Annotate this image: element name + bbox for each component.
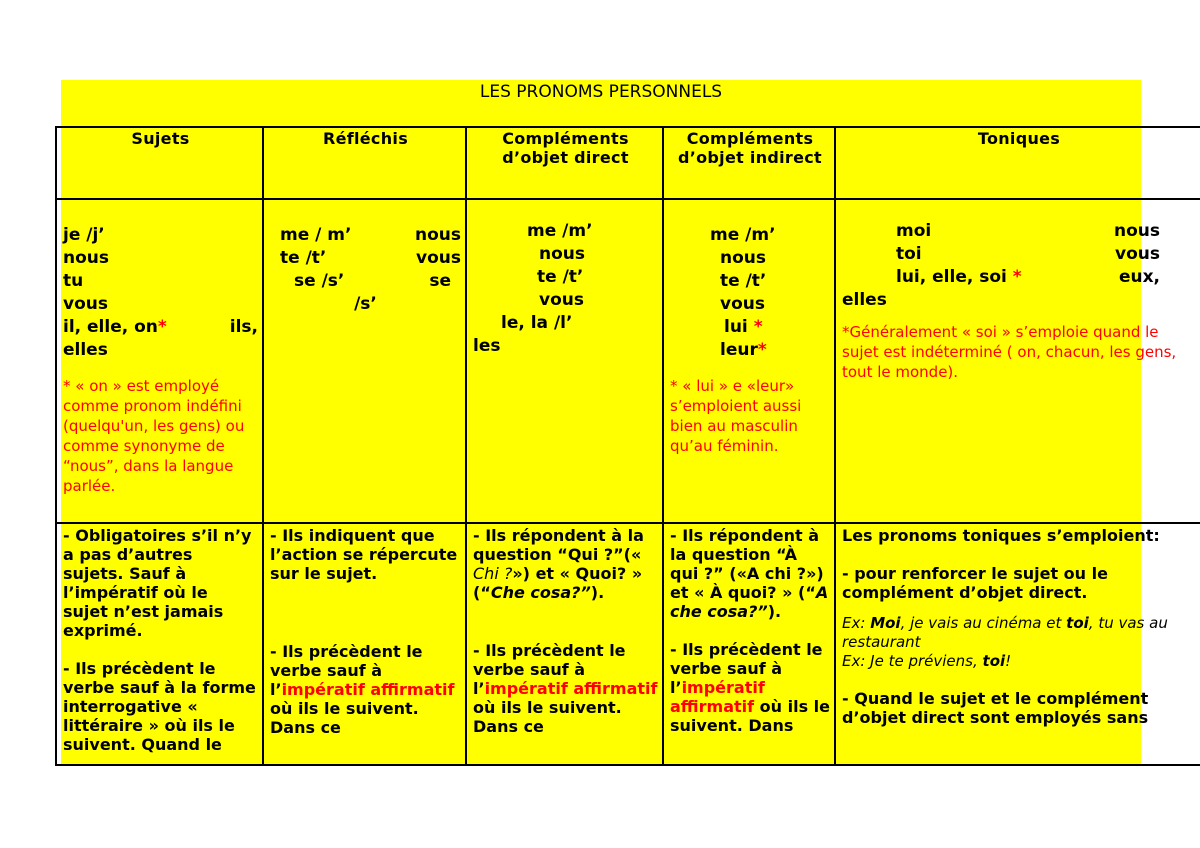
rule-toniques-sans: - Quand le sujet et le complément d’objet direct sont employés sans: [842, 689, 1149, 727]
rule-text: où ils le suivent. Dans ce: [473, 698, 622, 736]
pronoun-toi: toi: [896, 244, 922, 264]
coi-list: [670, 224, 830, 362]
asterisk-leur: *: [757, 340, 767, 360]
rule-text: - Ils répondent à la question “À qui ?” («A chi ?») et « À quoi? » (“: [670, 526, 824, 602]
example-text: Ex: Je te préviens,: [842, 652, 983, 670]
rule-italian: Chi ?: [473, 564, 513, 583]
rule-text: ).: [590, 583, 605, 602]
pronoun-leur: leur: [720, 340, 758, 360]
pronoun-leur-row: [670, 339, 830, 362]
pronoun-il-elle-on: il, elle, on: [63, 317, 158, 337]
rule-reflechis-action: - Ils indiquent que l’action se répercute sur le sujet.: [270, 526, 458, 583]
toniques-list: [842, 220, 1196, 312]
asterisk-on: *: [157, 317, 167, 337]
pronoun-te: te /t’: [280, 248, 327, 268]
pronoun-te-cod: te /t’: [537, 267, 584, 287]
rule-text: où ils le suivent. Dans ce: [270, 699, 419, 737]
rule-coi-position: [670, 640, 830, 735]
reflechis-row-3: [270, 270, 461, 293]
rule-sujets-obligatoires: - Obligatoires s’il n’y a pas d’autres sujets. Sauf à l’impératif où le sujet n’est jamais exprimé.: [63, 526, 252, 640]
header-reflechis: Réfléchis: [263, 127, 466, 199]
rule-text: où ils le suivent. Dans: [670, 697, 831, 735]
cell-reflechis: [263, 199, 466, 523]
pronoun-il-row: [63, 316, 258, 339]
pronoun-nous: nous: [63, 248, 110, 268]
pronoun-vous-tonique: vous: [1115, 244, 1160, 264]
pronoun-le-la: le, la /l’: [501, 313, 573, 333]
rules-cod: [466, 523, 663, 765]
rule-italian: A che cosa?”: [670, 583, 829, 621]
pronoun-nous-reflechi: nous: [414, 225, 461, 245]
toniques-row-3: [842, 266, 1196, 289]
header-coi: Compléments d’objet indirect: [663, 127, 835, 199]
rule-cod-question: [473, 526, 658, 602]
note-on: * « on » est employé comme pronom indéfini (quelqu'un, les gens) ou comme synonyme de “nous”, dans la langue parlée.: [63, 377, 245, 495]
pronoun-nous-cod: nous: [539, 244, 586, 264]
header-cod: Compléments d’objet direct: [466, 127, 663, 199]
pronoun-vous-coi: vous: [720, 294, 765, 314]
example-text: Ex:: [842, 614, 871, 632]
note-lui-leur: * « lui » e «leur» s’emploient aussi bien au masculin qu’au féminin.: [670, 377, 802, 455]
pronouns-table: [55, 126, 1200, 766]
header-toniques: Toniques: [835, 127, 1200, 199]
pronoun-tu: tu: [63, 271, 84, 291]
example-text: !: [1005, 652, 1012, 670]
cod-list: [473, 220, 658, 358]
cell-toniques: [835, 199, 1200, 523]
pronoun-vous-reflechi: vous: [416, 248, 461, 268]
rule-imperatif: impératif affirmatif: [670, 678, 765, 716]
toniques-row-1: [842, 220, 1196, 243]
toniques-row-2: [842, 243, 1196, 266]
cell-cod: [466, 199, 663, 523]
example-text: , je vais au cinéma et: [900, 614, 1067, 632]
pronoun-lui-elle-soi: lui, elle, soi: [896, 267, 1007, 287]
rule-text: ») et « Quoi? » (“: [473, 564, 643, 602]
pronoun-ils: ils,: [229, 317, 258, 337]
rule-cod-position: [473, 641, 658, 736]
example-text: , tu vas au restaurant: [842, 614, 1168, 651]
example-bold: toi: [1066, 614, 1089, 632]
asterisk-soi: *: [1012, 267, 1022, 287]
page-title: LES PRONOMS PERSONNELS: [479, 82, 723, 102]
header-row: [56, 127, 1200, 199]
rules-coi: [663, 523, 835, 765]
rule-imperatif: impératif affirmatif: [281, 680, 455, 699]
pronoun-elles-tonique: elles: [842, 290, 887, 310]
pronouns-row: [56, 199, 1200, 523]
rule-toniques-renforcer: - pour renforcer le sujet ou le complément d’objet direct.: [842, 564, 1108, 602]
pronoun-se: se /s’: [294, 271, 345, 291]
rules-toniques: [835, 523, 1200, 765]
example-2: [842, 652, 1196, 671]
example-1: [842, 614, 1196, 652]
pronoun-me-cod: me /m’: [527, 221, 593, 241]
example-bold: Moi: [870, 614, 901, 632]
pronoun-te-coi: te /t’: [720, 271, 767, 291]
rule-coi-question: [670, 526, 830, 621]
pronoun-je: je /j’: [63, 225, 105, 245]
pronoun-elles: elles: [63, 340, 108, 360]
note-soi: *Généralement « soi » s’emploie quand le sujet est indéterminé ( on, chacun, les gens, tout le monde).: [842, 323, 1177, 381]
pronoun-lui: lui: [724, 317, 748, 337]
rules-row: [56, 523, 1200, 765]
rule-sujets-position: - Ils précèdent le verbe sauf à la forme interrogative « littéraire » où ils le suivent. Quand le: [63, 659, 256, 754]
pronoun-nous-coi: nous: [720, 248, 767, 268]
cell-sujets: [56, 199, 263, 523]
asterisk-lui: *: [753, 317, 763, 337]
pronoun-vous-cod: vous: [539, 290, 584, 310]
rule-text: ).: [767, 602, 782, 621]
cell-coi: [663, 199, 835, 523]
pronoun-lui-row: [670, 316, 830, 339]
reflechis-row-2: [270, 247, 461, 270]
pronoun-me: me / m’: [280, 225, 352, 245]
pronoun-nous-tonique: nous: [1113, 221, 1160, 241]
pronoun-moi: moi: [896, 221, 932, 241]
header-sujets: Sujets: [56, 127, 263, 199]
rule-imperatif: impératif affirmatif: [484, 679, 658, 698]
pronoun-s-apostrophe: /s’: [354, 294, 377, 314]
rule-reflechis-position: [270, 642, 461, 737]
rule-text: - Ils précèdent le verbe sauf à l’: [473, 641, 626, 698]
sujets-list: [63, 224, 258, 362]
pronoun-se-plural: se: [429, 271, 451, 291]
pronoun-me-coi: me /m’: [710, 225, 776, 245]
rule-italian: Che cosa?”: [490, 583, 591, 602]
pronoun-eux: eux,: [1118, 267, 1160, 287]
example-bold: toi: [982, 652, 1006, 670]
rules-reflechis: [263, 523, 466, 765]
pronoun-les: les: [473, 336, 501, 356]
pronoun-vous: vous: [63, 294, 108, 314]
rules-sujets: [56, 523, 263, 765]
reflechis-list: [270, 224, 461, 316]
rule-toniques-intro: Les pronoms toniques s’emploient:: [842, 526, 1160, 545]
reflechis-row-1: [270, 224, 461, 247]
rule-text: - Ils précèdent le verbe sauf à l’: [670, 640, 823, 697]
rule-text: - Ils précèdent le verbe sauf à l’: [270, 642, 423, 699]
rule-text: - Ils répondent à la question “Qui ?”(«: [473, 526, 644, 564]
